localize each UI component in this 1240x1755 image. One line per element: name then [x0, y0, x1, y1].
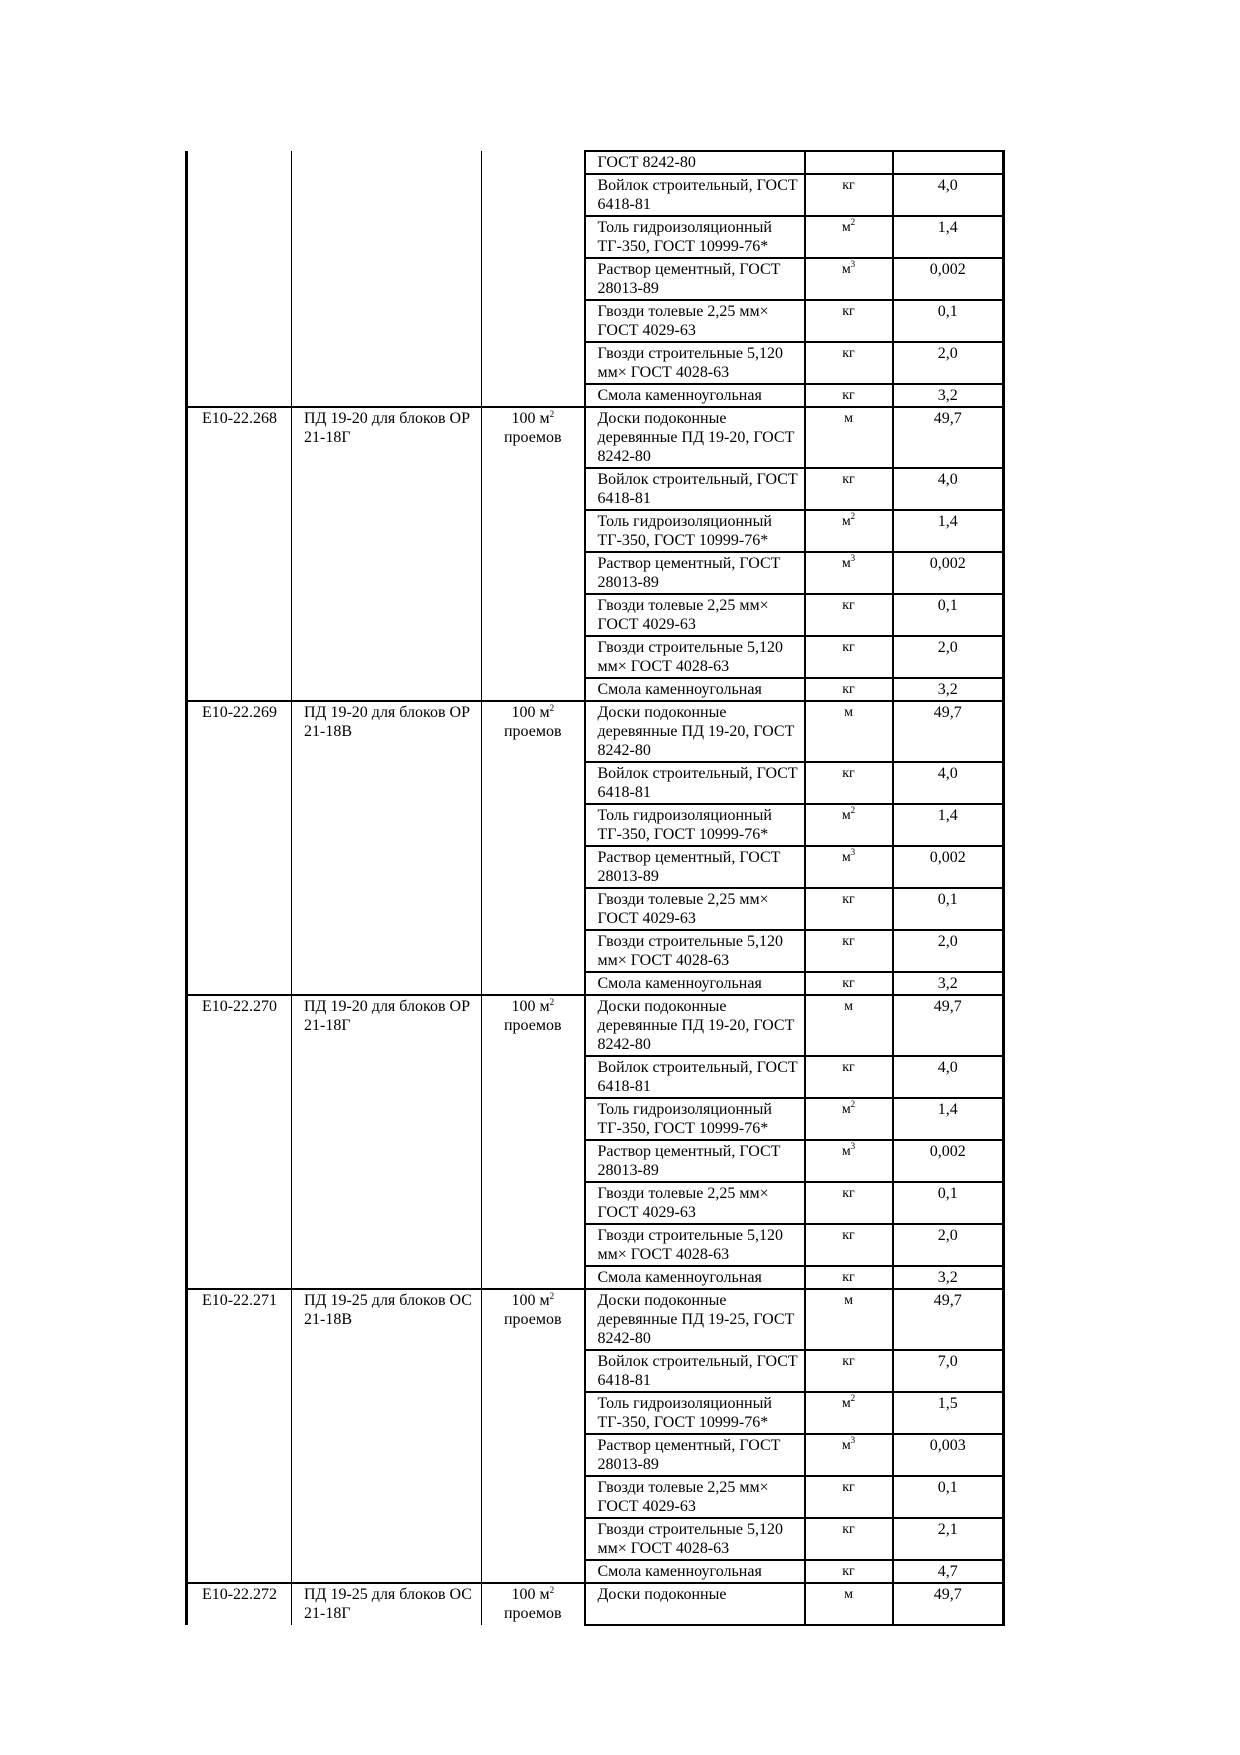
norm-code: Е10-22.272 — [187, 1583, 292, 1625]
material-name: Толь гидроизоляционный ТГ-350, ГОСТ 10999-76* — [585, 1098, 805, 1140]
material-unit-base: м — [841, 220, 851, 235]
material-unit-base: кг — [842, 682, 855, 697]
measure-unit — [482, 1289, 585, 1583]
material-unit-base: кг — [842, 1564, 855, 1579]
material-name: Войлок строительный, ГОСТ 6418-81 — [585, 468, 805, 510]
material-unit — [805, 1392, 893, 1434]
material-unit-base: кг — [842, 1270, 855, 1285]
material-quantity: 2,0 — [893, 342, 1004, 384]
material-unit-base: м — [844, 1293, 853, 1308]
material-quantity: 4,0 — [893, 468, 1004, 510]
material-unit-base: м — [841, 1438, 851, 1453]
material-unit — [805, 1098, 893, 1140]
material-name: Гвозди толевые 2,25 мм× ГОСТ 4029-63 — [585, 300, 805, 342]
material-unit — [805, 216, 893, 258]
work-name: ПД 19-20 для блоков ОР 21-18Г — [292, 407, 482, 701]
material-name: Войлок строительный, ГОСТ 6418-81 — [585, 762, 805, 804]
material-name: Доски подоконные деревянные ПД 19-20, ГОСТ 8242-80 — [585, 701, 805, 762]
material-unit — [805, 1182, 893, 1224]
measure-unit-tail: проемов — [503, 723, 562, 740]
norm-code: Е10-22.271 — [187, 1289, 292, 1583]
material-unit-exponent: 3 — [850, 1435, 856, 1445]
material-unit — [805, 762, 893, 804]
material-unit-base: м — [844, 705, 853, 720]
material-unit — [805, 510, 893, 552]
measure-unit-exponent: 2 — [549, 409, 555, 419]
material-name: Гвозди толевые 2,25 мм× ГОСТ 4029-63 — [585, 594, 805, 636]
material-quantity: 1,4 — [893, 216, 1004, 258]
measure-unit — [482, 151, 585, 407]
material-quantity: 3,2 — [893, 678, 1004, 701]
material-unit-base: кг — [842, 1186, 855, 1201]
material-quantity: 1,5 — [893, 1392, 1004, 1434]
material-quantity: 4,0 — [893, 1056, 1004, 1098]
measure-unit — [482, 995, 585, 1289]
material-quantity: 49,7 — [893, 407, 1004, 468]
material-unit — [805, 1350, 893, 1392]
material-name: Гвозди толевые 2,25 мм× ГОСТ 4029-63 — [585, 1476, 805, 1518]
material-quantity: 0,1 — [893, 594, 1004, 636]
measure-unit-main: 100 м — [511, 998, 550, 1015]
table-row — [187, 151, 1004, 174]
material-name: Толь гидроизоляционный ТГ-350, ГОСТ 10999-76* — [585, 216, 805, 258]
material-quantity: 0,1 — [893, 1476, 1004, 1518]
material-unit-exponent: 3 — [850, 259, 856, 269]
material-name: Толь гидроизоляционный ТГ-350, ГОСТ 10999-76* — [585, 804, 805, 846]
material-quantity: 0,1 — [893, 1182, 1004, 1224]
norms-table — [185, 150, 1005, 1626]
norm-code — [187, 151, 292, 407]
material-unit-base: кг — [842, 598, 855, 613]
material-name: Гвозди толевые 2,25 мм× ГОСТ 4029-63 — [585, 888, 805, 930]
material-name: ГОСТ 8242-80 — [585, 151, 805, 174]
material-name: Войлок строительный, ГОСТ 6418-81 — [585, 1056, 805, 1098]
material-unit-base: м — [844, 411, 853, 426]
material-quantity: 7,0 — [893, 1350, 1004, 1392]
material-unit-base: кг — [842, 976, 855, 991]
material-unit — [805, 151, 893, 174]
work-name: ПД 19-25 для блоков ОС 21-18Г — [292, 1583, 482, 1625]
material-unit — [805, 1434, 893, 1476]
material-unit — [805, 384, 893, 407]
material-name: Раствор цементный, ГОСТ 28013-89 — [585, 258, 805, 300]
norm-code: Е10-22.268 — [187, 407, 292, 701]
material-name: Войлок строительный, ГОСТ 6418-81 — [585, 174, 805, 216]
material-name: Гвозди строительные 5,120 мм× ГОСТ 4028-63 — [585, 342, 805, 384]
work-name: ПД 19-25 для блоков ОС 21-18В — [292, 1289, 482, 1583]
material-unit-base: кг — [842, 640, 855, 655]
material-unit — [805, 1224, 893, 1266]
material-unit-exponent: 2 — [850, 805, 856, 815]
measure-unit — [482, 407, 585, 701]
material-unit-base: м — [841, 808, 851, 823]
material-name: Раствор цементный, ГОСТ 28013-89 — [585, 1140, 805, 1182]
material-name: Смола каменноугольная — [585, 384, 805, 407]
material-unit — [805, 1560, 893, 1583]
material-name: Гвозди строительные 5,120 мм× ГОСТ 4028-63 — [585, 636, 805, 678]
material-unit — [805, 468, 893, 510]
measure-unit-exponent: 2 — [549, 703, 555, 713]
material-name: Смола каменноугольная — [585, 972, 805, 995]
norm-code: Е10-22.269 — [187, 701, 292, 995]
material-quantity: 2,0 — [893, 930, 1004, 972]
measure-unit-main: 100 м — [511, 1586, 550, 1603]
material-unit-base: кг — [842, 388, 855, 403]
material-quantity: 0,002 — [893, 258, 1004, 300]
material-name: Раствор цементный, ГОСТ 28013-89 — [585, 846, 805, 888]
material-unit — [805, 174, 893, 216]
material-name: Смола каменноугольная — [585, 1266, 805, 1289]
material-unit-base: кг — [842, 934, 855, 949]
material-unit-base: м — [841, 850, 851, 865]
material-unit — [805, 888, 893, 930]
material-name: Доски подоконные деревянные ПД 19-25, ГОСТ 8242-80 — [585, 1289, 805, 1350]
material-unit-base: м — [841, 1396, 851, 1411]
material-unit — [805, 636, 893, 678]
table-row — [187, 1583, 1004, 1625]
material-name: Раствор цементный, ГОСТ 28013-89 — [585, 1434, 805, 1476]
measure-unit-tail: проемов — [503, 1017, 562, 1034]
material-unit — [805, 1583, 893, 1625]
material-unit — [805, 300, 893, 342]
material-quantity: 2,1 — [893, 1518, 1004, 1560]
material-unit — [805, 1056, 893, 1098]
material-name: Доски подоконные деревянные ПД 19-20, ГОСТ 8242-80 — [585, 995, 805, 1056]
measure-unit-tail: проемов — [503, 1311, 562, 1328]
material-unit — [805, 701, 893, 762]
material-unit-base: м — [841, 556, 851, 571]
material-unit-base: кг — [842, 304, 855, 319]
material-name: Смола каменноугольная — [585, 1560, 805, 1583]
material-quantity: 4,7 — [893, 1560, 1004, 1583]
material-unit — [805, 846, 893, 888]
measure-unit-exponent: 2 — [549, 997, 555, 1007]
material-quantity: 3,2 — [893, 972, 1004, 995]
material-quantity — [893, 151, 1004, 174]
material-quantity: 0,002 — [893, 1140, 1004, 1182]
material-name: Гвозди строительные 5,120 мм× ГОСТ 4028-63 — [585, 1224, 805, 1266]
measure-unit-main: 100 м — [511, 1292, 550, 1309]
measure-unit-exponent: 2 — [549, 1291, 555, 1301]
material-name: Толь гидроизоляционный ТГ-350, ГОСТ 10999-76* — [585, 510, 805, 552]
norms-table-body — [187, 151, 1004, 1625]
material-unit-base: кг — [842, 892, 855, 907]
material-unit-exponent: 3 — [850, 553, 856, 563]
material-unit-base: кг — [842, 1522, 855, 1537]
material-unit-exponent: 2 — [850, 217, 856, 227]
material-unit-base: кг — [842, 766, 855, 781]
material-unit-base: кг — [842, 178, 855, 193]
material-quantity: 2,0 — [893, 1224, 1004, 1266]
material-name: Толь гидроизоляционный ТГ-350, ГОСТ 10999-76* — [585, 1392, 805, 1434]
material-unit — [805, 972, 893, 995]
material-unit-base: кг — [842, 472, 855, 487]
material-unit-exponent: 2 — [850, 511, 856, 521]
material-unit — [805, 1518, 893, 1560]
material-unit — [805, 678, 893, 701]
table-row — [187, 407, 1004, 468]
material-unit-base: м — [841, 262, 851, 277]
material-unit-base: м — [841, 1144, 851, 1159]
measure-unit — [482, 1583, 585, 1625]
material-name: Войлок строительный, ГОСТ 6418-81 — [585, 1350, 805, 1392]
measure-unit-main: 100 м — [511, 410, 550, 427]
material-unit — [805, 1140, 893, 1182]
material-unit-base: кг — [842, 1060, 855, 1075]
material-name: Доски подоконные деревянные ПД 19-20, ГОСТ 8242-80 — [585, 407, 805, 468]
material-name: Смола каменноугольная — [585, 678, 805, 701]
material-quantity: 4,0 — [893, 762, 1004, 804]
material-quantity: 49,7 — [893, 995, 1004, 1056]
material-quantity: 0,002 — [893, 552, 1004, 594]
material-name: Раствор цементный, ГОСТ 28013-89 — [585, 552, 805, 594]
measure-unit-exponent: 2 — [549, 1585, 555, 1595]
material-unit — [805, 552, 893, 594]
material-quantity: 1,4 — [893, 1098, 1004, 1140]
material-quantity: 0,003 — [893, 1434, 1004, 1476]
material-unit — [805, 930, 893, 972]
measure-unit — [482, 701, 585, 995]
material-unit-base: м — [841, 514, 851, 529]
material-unit — [805, 594, 893, 636]
material-unit — [805, 258, 893, 300]
table-row — [187, 701, 1004, 762]
material-quantity: 0,002 — [893, 846, 1004, 888]
material-unit-exponent: 3 — [850, 1141, 856, 1151]
material-unit — [805, 407, 893, 468]
material-unit-base: м — [844, 999, 853, 1014]
material-quantity: 0,1 — [893, 888, 1004, 930]
material-name: Гвозди строительные 5,120 мм× ГОСТ 4028-63 — [585, 930, 805, 972]
material-quantity: 3,2 — [893, 1266, 1004, 1289]
material-name: Гвозди толевые 2,25 мм× ГОСТ 4029-63 — [585, 1182, 805, 1224]
material-unit — [805, 342, 893, 384]
material-name: Доски подоконные — [585, 1583, 805, 1625]
material-unit-base: м — [841, 1102, 851, 1117]
material-quantity: 4,0 — [893, 174, 1004, 216]
material-unit-exponent: 2 — [850, 1099, 856, 1109]
material-quantity: 0,1 — [893, 300, 1004, 342]
table-row — [187, 995, 1004, 1056]
material-quantity: 49,7 — [893, 701, 1004, 762]
material-unit-base: м — [844, 1587, 853, 1602]
material-unit-base: кг — [842, 346, 855, 361]
material-quantity: 3,2 — [893, 384, 1004, 407]
measure-unit-main: 100 м — [511, 704, 550, 721]
material-unit — [805, 1289, 893, 1350]
material-unit — [805, 1266, 893, 1289]
material-unit — [805, 1476, 893, 1518]
material-quantity: 1,4 — [893, 510, 1004, 552]
norm-code: Е10-22.270 — [187, 995, 292, 1289]
material-quantity: 2,0 — [893, 636, 1004, 678]
measure-unit-tail: проемов — [503, 1605, 562, 1622]
material-quantity: 49,7 — [893, 1583, 1004, 1625]
work-name — [292, 151, 482, 407]
material-unit — [805, 804, 893, 846]
material-unit-base: кг — [842, 1480, 855, 1495]
material-unit-base: кг — [842, 1228, 855, 1243]
material-unit — [805, 995, 893, 1056]
work-name: ПД 19-20 для блоков ОР 21-18В — [292, 701, 482, 995]
material-unit-exponent: 3 — [850, 847, 856, 857]
work-name: ПД 19-20 для блоков ОР 21-18Г — [292, 995, 482, 1289]
material-quantity: 1,4 — [893, 804, 1004, 846]
material-unit-base: кг — [842, 1354, 855, 1369]
material-unit-exponent: 2 — [850, 1393, 856, 1403]
material-name: Гвозди строительные 5,120 мм× ГОСТ 4028-63 — [585, 1518, 805, 1560]
measure-unit-tail: проемов — [503, 429, 562, 446]
table-row — [187, 1289, 1004, 1350]
material-quantity: 49,7 — [893, 1289, 1004, 1350]
